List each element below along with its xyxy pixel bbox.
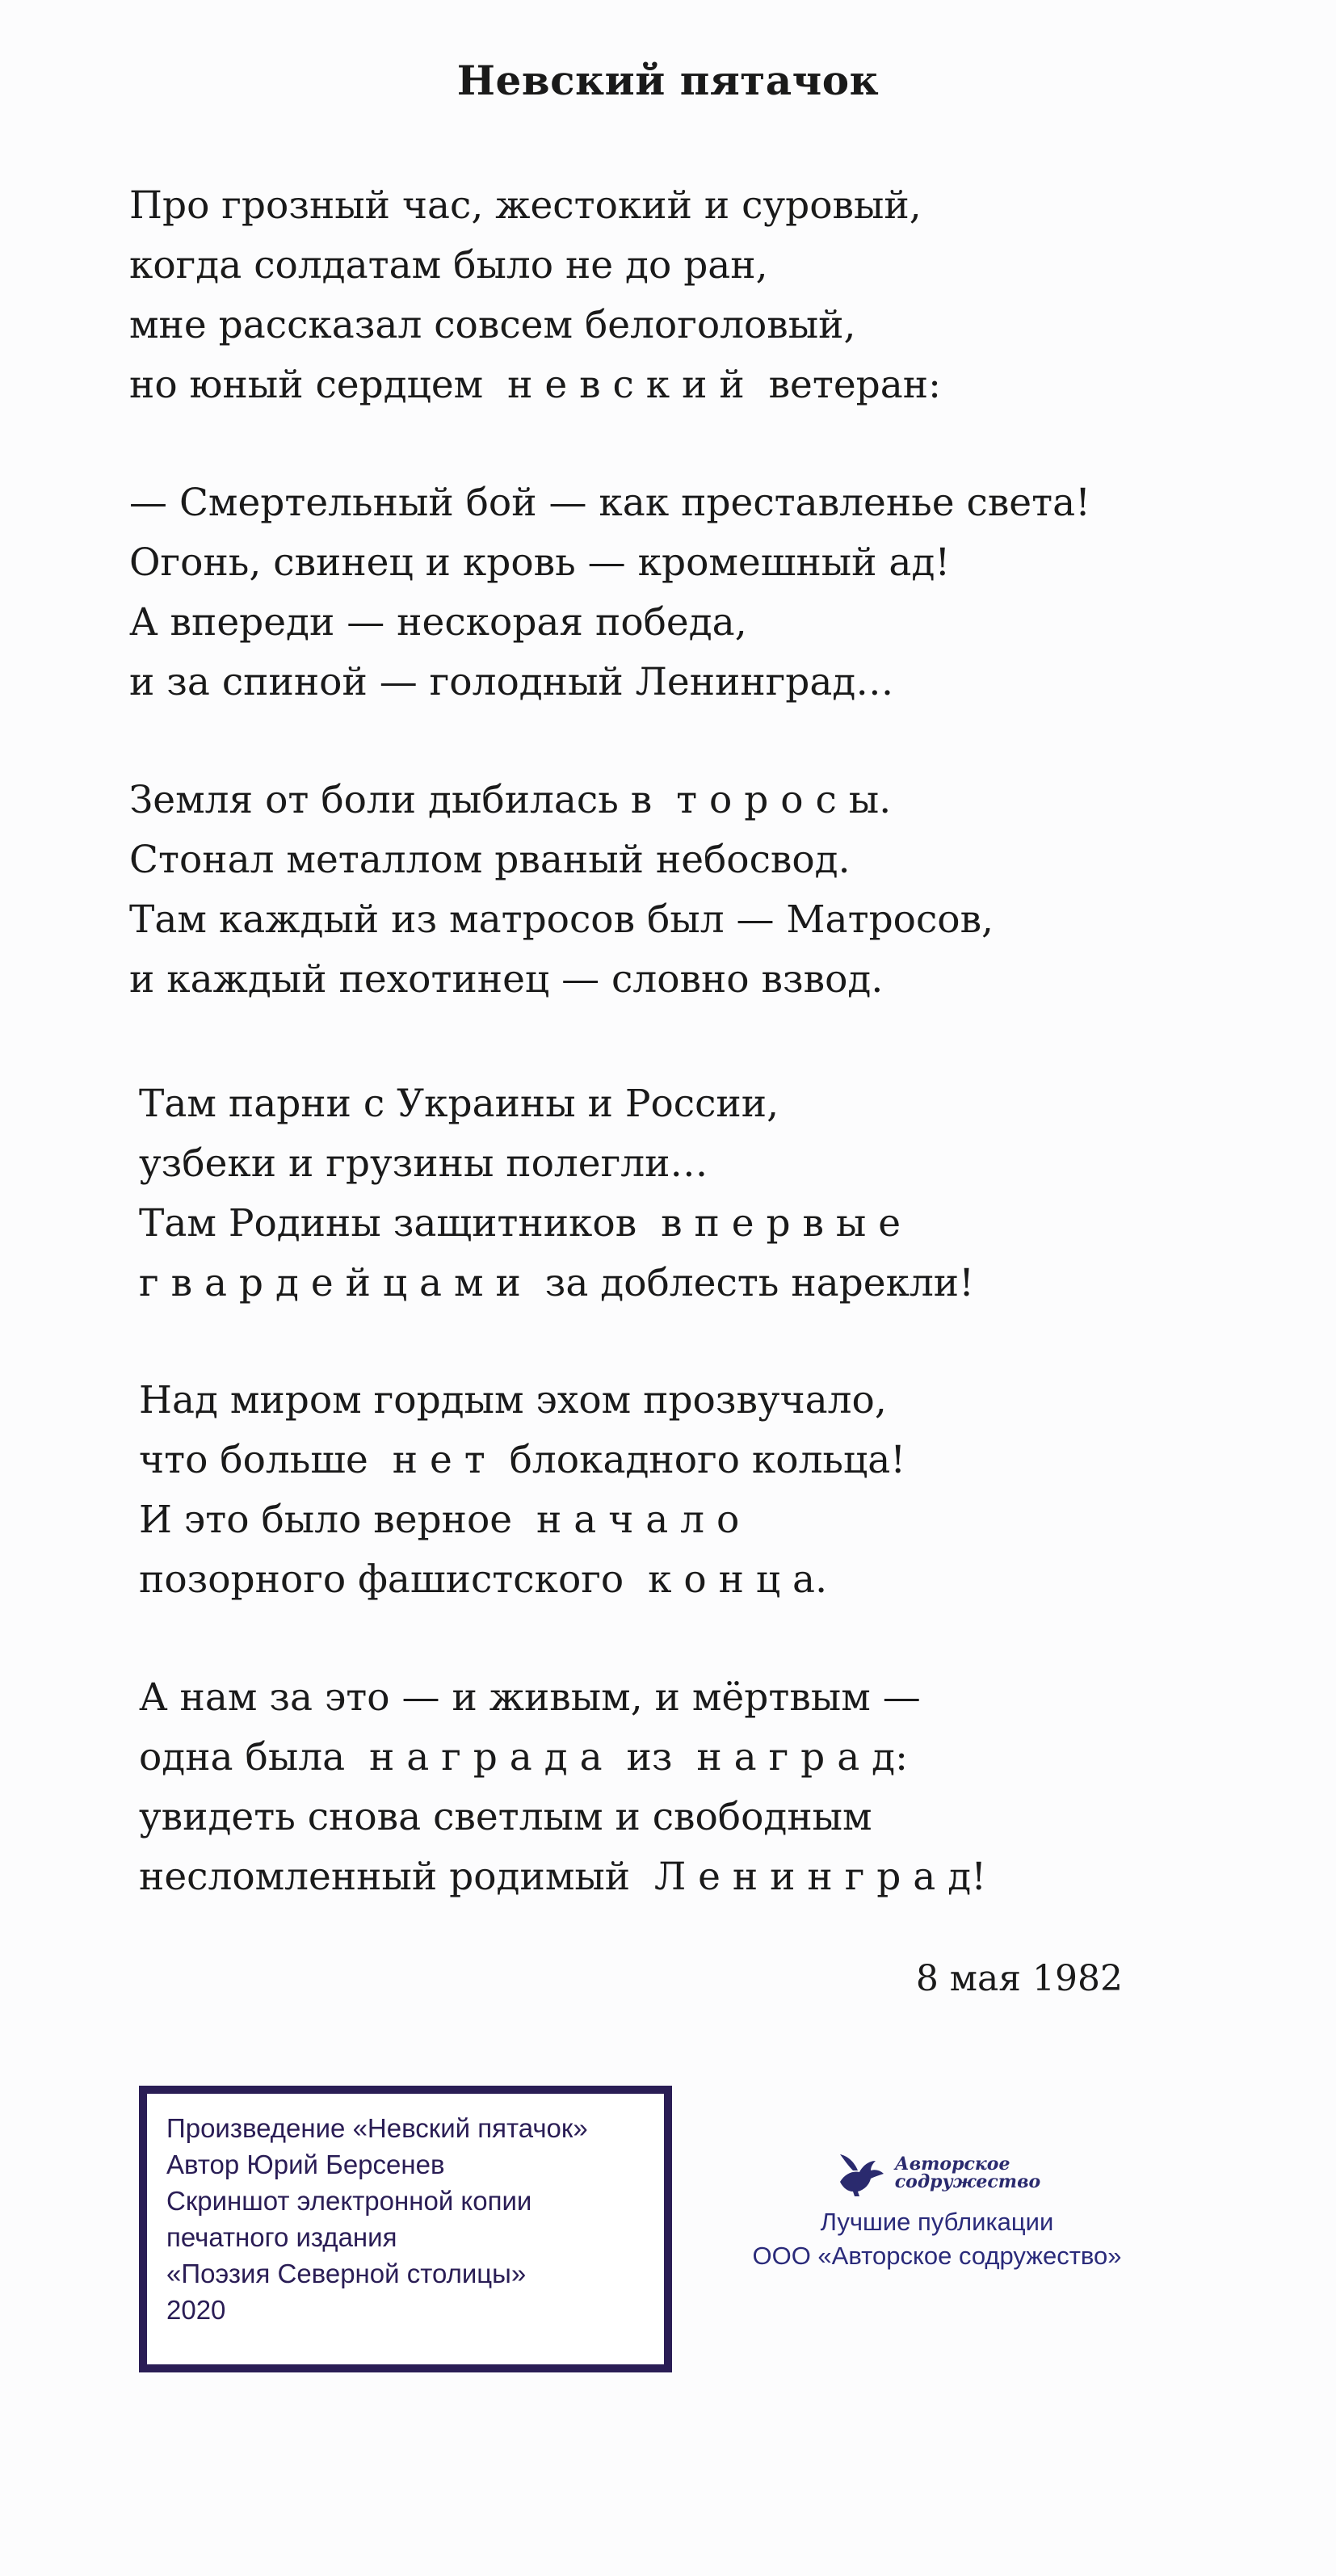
- poem-line: когда солдатам было не до ран,: [129, 243, 768, 288]
- publisher-block: [727, 2141, 1147, 2273]
- poem-line: что больше н е т блокадного кольца!: [139, 1438, 906, 1482]
- info-line: Произведение «Невский пятачок»: [166, 2113, 588, 2143]
- info-line: «Поэзия Северной столицы»: [166, 2259, 527, 2288]
- info-line: печатного издания: [166, 2222, 397, 2252]
- info-line: Скриншот электронной копии: [166, 2186, 532, 2216]
- poem-line: и каждый пехотинец — словно взвод.: [129, 957, 884, 1002]
- info-line: 2020: [166, 2295, 226, 2325]
- poem-title: Невский пятачок: [456, 57, 880, 104]
- poem-line: г в а р д е й ц а м и за доблесть нарекли!: [139, 1261, 975, 1305]
- info-line: Автор Юрий Берсенев: [166, 2149, 445, 2179]
- poem-line: Огонь, свинец и кровь — кромешный ад!: [129, 540, 951, 585]
- poem-line: Земля от боли дыбилась в т о р о с ы.: [129, 778, 892, 822]
- poem-line: позорного фашистского к о н ц а.: [139, 1557, 828, 1602]
- logo-word-1: Авторское: [894, 2154, 1010, 2175]
- poem-line: А впереди — нескорая победа,: [129, 600, 747, 645]
- poem-line: несломленный родимый Л е н и н г р а д!: [139, 1855, 987, 1899]
- publication-info-box: [139, 2086, 672, 2372]
- poem-date: 8 мая 1982: [915, 1958, 1123, 1999]
- stanza-6: [139, 1668, 986, 1907]
- poem-line: Там каждый из матросов был — Матросов,: [129, 897, 994, 942]
- stanza-3: [129, 771, 994, 1010]
- stanza-5: [139, 1371, 905, 1610]
- poem-line: и за спиной — голодный Ленинград…: [129, 660, 894, 704]
- poem-line: узбеки и грузины полегли…: [139, 1141, 708, 1186]
- poem-line: увидеть снова светлым и свободным: [139, 1795, 872, 1839]
- poem-line: Стонал металлом рваный небосвод.: [129, 838, 851, 882]
- poem-line: А нам за это — и живым, и мёртвым —: [139, 1675, 921, 1720]
- poem-line: Про грозный час, жестокий и суровый,: [129, 183, 922, 228]
- logo-word-2: содружество: [894, 2171, 1041, 2192]
- poem-line: но юный сердцем н е в с к и й ветеран:: [129, 363, 941, 407]
- poem-line: Над миром гордым эхом прозвучало,: [139, 1378, 887, 1422]
- stanza-1: [129, 176, 941, 415]
- poem-line: одна была н а г р а д а из н а г р а д:: [139, 1735, 908, 1780]
- publisher-name: ООО «Авторское содружество»: [752, 2242, 1122, 2270]
- poem-line: Там Родины защитников в п е р в ы е: [139, 1201, 901, 1246]
- stanza-4: [139, 1074, 974, 1313]
- publisher-tagline: Лучшие публикации: [820, 2208, 1054, 2236]
- poem-line: Там парни с Украины и России,: [139, 1082, 779, 1126]
- poem-line: И это было верное н а ч а л о: [139, 1498, 740, 1542]
- publisher-logo: [727, 2141, 1147, 2205]
- logo-wordmark: [895, 2155, 1040, 2191]
- pegasus-icon: [834, 2143, 890, 2203]
- poem-line: мне рассказал совсем белоголовый,: [129, 303, 856, 347]
- stanza-2: [129, 473, 1090, 712]
- poem-line: — Смертельный бой — как преставленье света!: [129, 481, 1091, 525]
